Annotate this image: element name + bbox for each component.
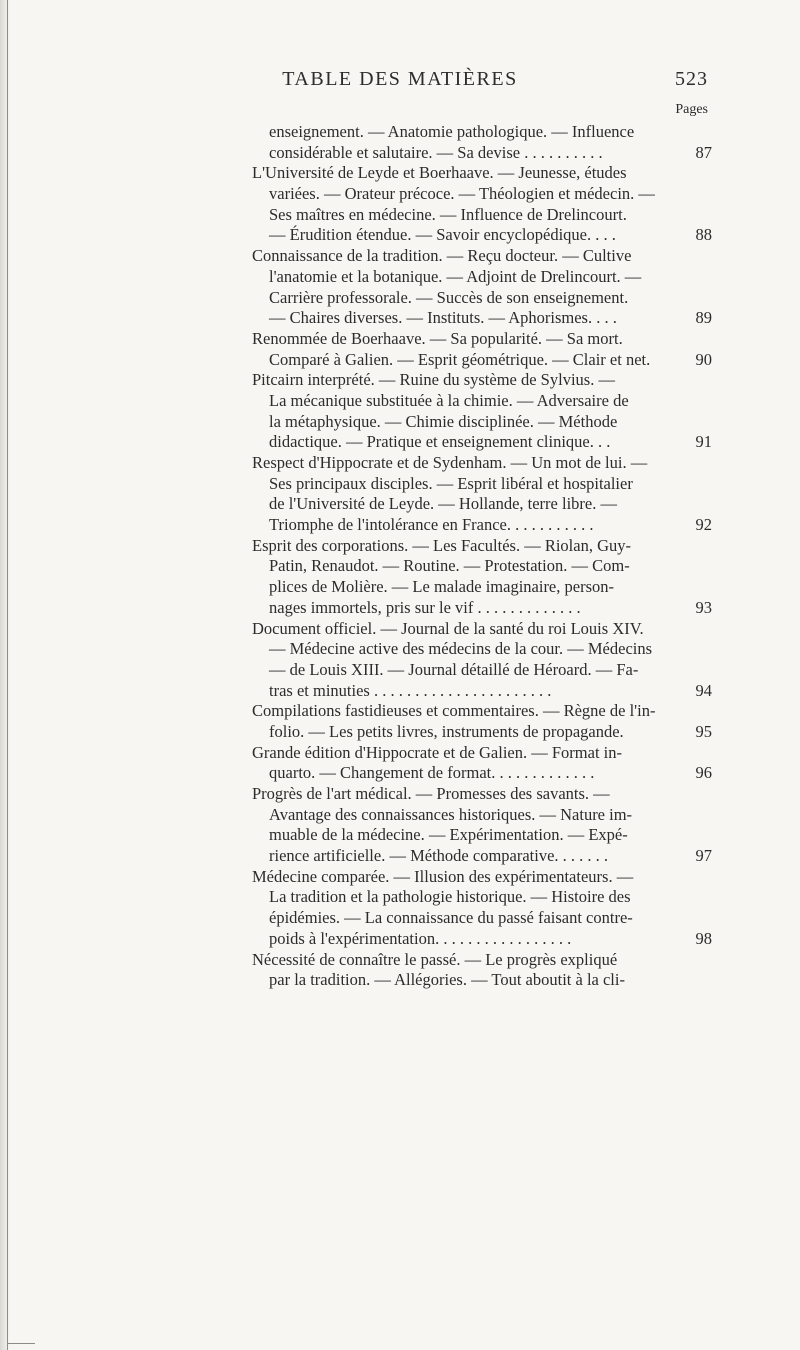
toc-line-text: nages immortels, pris sur le vif . . . . . . . . . . . . . — [269, 597, 581, 617]
toc-line-text: poids à l'expérimentation. . . . . . . . . . . . . . . . . — [269, 928, 572, 948]
toc-line-text: Patin, Renaudot. — Routine. — Protestation. — Com- — [269, 556, 630, 576]
toc-line — [252, 846, 712, 867]
toc-line-text: Comparé à Galien. — Esprit géométrique. — Clair et net. — [269, 349, 651, 369]
table-of-contents — [252, 122, 712, 991]
toc-line — [252, 143, 712, 164]
page-number: 523 — [675, 68, 708, 90]
toc-line — [252, 701, 712, 722]
toc-line — [252, 867, 712, 888]
toc-line — [252, 288, 712, 309]
toc-line-text: Renommée de Boerhaave. — Sa popularité. — Sa mort. — [252, 328, 623, 348]
toc-line-text: Nécessité de connaître le passé. — Le progrès expliqué — [252, 949, 618, 969]
toc-line — [252, 205, 712, 226]
toc-line — [252, 556, 712, 577]
toc-line — [252, 163, 712, 184]
toc-page-number: 89 — [695, 308, 712, 328]
toc-page-number: 94 — [695, 680, 712, 700]
toc-line-text: épidémies. — La connaissance du passé faisant contre- — [269, 908, 633, 928]
bottom-corner-line — [7, 1343, 35, 1344]
toc-page-number: 88 — [695, 225, 712, 245]
toc-page-number: 92 — [695, 515, 712, 535]
toc-line — [252, 267, 712, 288]
toc-line — [252, 908, 712, 929]
toc-line — [252, 743, 712, 764]
toc-line-text: Avantage des connaissances historiques. — Nature im- — [269, 804, 633, 824]
toc-line-text: — Médecine active des médecins de la cour. — Médecins — [269, 639, 653, 659]
toc-line — [252, 619, 712, 640]
toc-line — [252, 598, 712, 619]
toc-line-text: l'anatomie et la botanique. — Adjoint de Drelincourt. — — [269, 266, 642, 286]
toc-line-text: — Chaires diverses. — Instituts. — Aphorismes. . . . — [269, 308, 617, 328]
toc-page-number: 98 — [695, 928, 712, 948]
toc-line-text: Ses maîtres en médecine. — Influence de Drelincourt. — [269, 204, 627, 224]
toc-line — [252, 122, 712, 143]
toc-line — [252, 474, 712, 495]
toc-line-text: L'Université de Leyde et Boerhaave. — Jeunesse, études — [252, 163, 627, 183]
toc-page-number: 90 — [695, 349, 712, 369]
toc-line-text: La tradition et la pathologie historique. — Histoire des — [269, 887, 631, 907]
page-edge-line — [7, 0, 8, 1350]
toc-line-text: muable de la médecine. — Expérimentation. — Expé- — [269, 825, 628, 845]
toc-line-text: folio. — Les petits livres, instruments de propagande. — [269, 721, 624, 741]
toc-line — [252, 681, 712, 702]
page-binding-edge — [0, 0, 10, 1350]
toc-line-text: Document officiel. — Journal de la santé du roi Louis XIV. — [252, 618, 644, 638]
toc-page-number: 95 — [695, 721, 712, 741]
toc-line — [252, 784, 712, 805]
toc-line — [252, 370, 712, 391]
toc-line-text: didactique. — Pratique et enseignement clinique. . . — [269, 432, 611, 452]
toc-line-text: par la tradition. — Allégories. — Tout aboutit à la cli- — [269, 970, 625, 990]
toc-line — [252, 722, 712, 743]
toc-line — [252, 950, 712, 971]
toc-line-text: plices de Molière. — Le malade imaginaire, person- — [269, 577, 614, 597]
toc-line-text: variées. — Orateur précoce. — Théologien et médecin. — — [269, 184, 655, 204]
toc-line — [252, 494, 712, 515]
toc-line-text: Médecine comparée. — Illusion des expérimentateurs. — — [252, 866, 634, 886]
toc-line — [252, 329, 712, 350]
toc-line-text: tras et minuties . . . . . . . . . . . . . . . . . . . . . . — [269, 680, 552, 700]
running-title: TABLE DES MATIÈRES — [282, 68, 518, 90]
toc-line-text: — Érudition étendue. — Savoir encyclopédique. . . . — [269, 225, 616, 245]
toc-line-text: considérable et salutaire. — Sa devise . . . . . . . . . . — [269, 142, 603, 162]
toc-line — [252, 515, 712, 536]
toc-line — [252, 536, 712, 557]
running-header — [0, 68, 800, 96]
toc-line — [252, 453, 712, 474]
toc-line-text: Carrière professorale. — Succès de son enseignement. — [269, 287, 629, 307]
toc-line-text: quarto. — Changement de format. . . . . . . . . . . . . — [269, 763, 595, 783]
toc-line-text: Triomphe de l'intolérance en France. . . . . . . . . . . — [269, 515, 594, 535]
toc-line — [252, 246, 712, 267]
toc-line — [252, 763, 712, 784]
toc-line-text: Connaissance de la tradition. — Reçu docteur. — Cultive — [252, 246, 632, 266]
toc-line-text: la métaphysique. — Chimie disciplinée. — Méthode — [269, 411, 618, 431]
toc-line-text: Progrès de l'art médical. — Promesses des savants. — — [252, 784, 610, 803]
toc-line-text: La mécanique substituée à la chimie. — Adversaire de — [269, 390, 629, 410]
toc-line — [252, 184, 712, 205]
toc-line — [252, 970, 712, 991]
toc-line-text: Respect d'Hippocrate et de Sydenham. — Un mot de lui. — — [252, 453, 648, 472]
toc-line — [252, 805, 712, 826]
toc-line-text: Ses principaux disciples. — Esprit libéral et hospitalier — [269, 473, 633, 493]
toc-page-number: 97 — [695, 846, 712, 866]
toc-page-number: 93 — [695, 597, 712, 617]
toc-line — [252, 225, 712, 246]
toc-line — [252, 929, 712, 950]
toc-line-text: — de Louis XIII. — Journal détaillé de Héroard. — Fa- — [269, 659, 639, 679]
toc-line-text: de l'Université de Leyde. — Hollande, terre libre. — — [269, 494, 617, 514]
toc-line — [252, 887, 712, 908]
toc-page-number: 87 — [695, 142, 712, 162]
toc-line — [252, 660, 712, 681]
toc-page-number: 91 — [695, 432, 712, 452]
toc-line-text: Esprit des corporations. — Les Facultés. — Riolan, Guy- — [252, 535, 631, 555]
toc-line — [252, 825, 712, 846]
toc-page-number: 96 — [695, 763, 712, 783]
toc-line-text: rience artificielle. — Méthode comparative. . . . . . . — [269, 846, 609, 866]
pages-column-label: Pages — [675, 102, 708, 117]
toc-line — [252, 308, 712, 329]
toc-line-text: Grande édition d'Hippocrate et de Galien. — Format in- — [252, 742, 622, 762]
toc-line — [252, 412, 712, 433]
toc-line — [252, 350, 712, 371]
toc-line — [252, 577, 712, 598]
toc-line-text: Pitcairn interprété. — Ruine du système de Sylvius. — — [252, 370, 615, 390]
toc-line-text: enseignement. — Anatomie pathologique. — Influence — [269, 122, 635, 141]
toc-line — [252, 432, 712, 453]
toc-line-text: Compilations fastidieuses et commentaires. — Règne de l'in- — [252, 701, 656, 721]
toc-line — [252, 391, 712, 412]
toc-line — [252, 639, 712, 660]
